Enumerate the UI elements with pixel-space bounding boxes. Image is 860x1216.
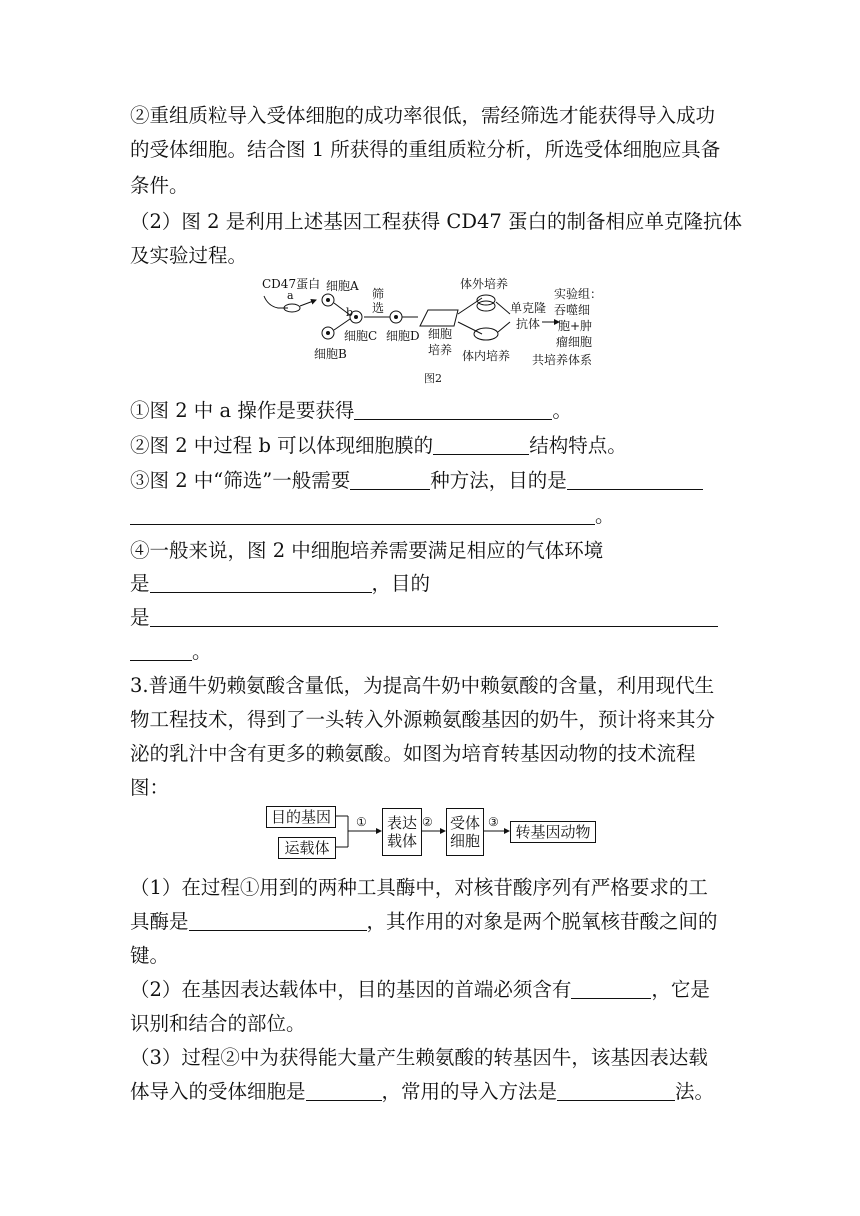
sub-question-1-cont: 键。	[130, 944, 170, 967]
experiment-label: 实验组：	[554, 287, 603, 301]
sub-question-1: （1）在过程①用到的两种工具酶中，对核苷酸序列有严格要求的工	[130, 876, 708, 899]
problem-3: 物工程技术，得到了一头转入外源赖氨酸基因的奶牛，预计将来其分	[130, 708, 716, 731]
answer-blank[interactable]	[557, 1080, 675, 1101]
transgenic-animal-box: 转基因动物	[510, 821, 596, 843]
cd47-label: CD47蛋白	[262, 277, 321, 291]
text-line: 条件。	[130, 174, 189, 197]
figure-2	[258, 270, 608, 388]
recipient-cell-box: 受体 细胞	[446, 808, 484, 856]
arrow-a-label: a	[287, 289, 294, 302]
answer-blank[interactable]	[130, 504, 595, 525]
step-3-label: ③	[488, 815, 499, 829]
question-2: ②图 2 中过程 b 可以体现细胞膜的 结构特点。	[130, 434, 627, 457]
svg-text:共培养体系: 共培养体系	[532, 353, 593, 367]
culture-label: 细胞	[428, 327, 453, 341]
in-vitro-label: 体外培养	[460, 277, 509, 291]
answer-blank[interactable]	[433, 434, 529, 455]
answer-blank[interactable]	[571, 978, 651, 999]
sub-question-3-cont: 体导入的受体细胞是 ，常用的导入方法是 法。	[130, 1080, 715, 1103]
mab-label: 单克隆	[510, 301, 547, 315]
sub-question-2-cont: 识别和结合的部位。	[130, 1012, 306, 1035]
answer-blank[interactable]	[130, 640, 192, 661]
answer-blank[interactable]	[350, 469, 430, 490]
mouse-icon-2	[474, 328, 498, 340]
svg-text:胞+肿: 胞+肿	[558, 319, 593, 333]
problem-3: 图：	[130, 776, 170, 799]
answer-blank[interactable]	[150, 606, 718, 627]
step-1-label: ①	[356, 815, 367, 829]
cell-a-label: 细胞A	[326, 279, 359, 293]
text-line: （2）图 2 是利用上述基因工程获得 CD47 蛋白的制备相应单克隆抗体	[130, 210, 742, 233]
text-line: ②重组质粒导入受体细胞的成功率很低，需经筛选才能获得导入成功	[130, 104, 716, 127]
svg-text:抗体: 抗体	[516, 317, 541, 331]
answer-blank[interactable]	[189, 910, 367, 931]
question-3: ③图 2 中“筛选”一般需要 种方法，目的是	[130, 465, 703, 497]
question-4-cont: 是	[130, 602, 718, 634]
sub-question-2: （2）在基因表达载体中，目的基因的首端必须含有 ，它是	[130, 978, 710, 1001]
answer-blank[interactable]	[306, 1080, 382, 1101]
svg-text:瘤细胞: 瘤细胞	[556, 335, 593, 349]
question-1: ①图 2 中 a 操作是要获得 。	[130, 399, 572, 422]
svg-text:选: 选	[372, 301, 385, 315]
svg-text:吞噬细: 吞噬细	[554, 303, 591, 317]
answer-blank[interactable]	[567, 469, 703, 490]
question-4-cont: 。	[130, 636, 212, 668]
answer-blank[interactable]	[150, 572, 372, 593]
problem-3: 泌的乳汁中含有更多的赖氨酸。如图为培育转基因动物的技术流程	[130, 742, 696, 765]
figure-2-diagram	[258, 270, 608, 388]
svg-text:培养: 培养	[428, 343, 453, 357]
screen-label: 筛	[372, 287, 385, 301]
problem-3: 3.普通牛奶赖氨酸含量低，为提高牛奶中赖氨酸的含量，利用现代生	[130, 674, 715, 697]
culture-flask	[420, 310, 458, 326]
text-line: 的受体细胞。结合图 1 所获得的重组质粒分析，所选受体细胞应具备	[130, 138, 721, 161]
flow-chart	[266, 804, 626, 860]
expression-vector-box: 表达 载体	[382, 808, 422, 856]
figure-caption: 图2	[424, 372, 442, 385]
cell-d-label: 细胞D	[386, 329, 420, 343]
arrow-b-label: b	[346, 306, 354, 319]
text-line: 及实验过程。	[130, 244, 248, 267]
step-2-label: ②	[422, 815, 433, 829]
target-gene-box: 目的基因	[266, 806, 336, 828]
sub-question-3: （3）过程②中为获得能大量产生赖氨酸的转基因牛，该基因表达载	[130, 1046, 708, 1069]
in-vivo-label: 体内培养	[462, 349, 511, 363]
question-4: ④一般来说，图 2 中细胞培养需要满足相应的气体环境	[130, 539, 604, 562]
vector-box: 运载体	[278, 837, 336, 859]
question-3-cont: 。	[130, 500, 615, 532]
cell-c-label: 细胞C	[344, 329, 378, 343]
question-4-cont: 是 ，目的	[130, 572, 431, 595]
cell-b-label: 细胞B	[314, 347, 347, 361]
sub-question-1-cont: 具酶是 ，其作用的对象是两个脱氧核苷酸之间的	[130, 910, 718, 933]
answer-blank[interactable]	[354, 399, 552, 420]
